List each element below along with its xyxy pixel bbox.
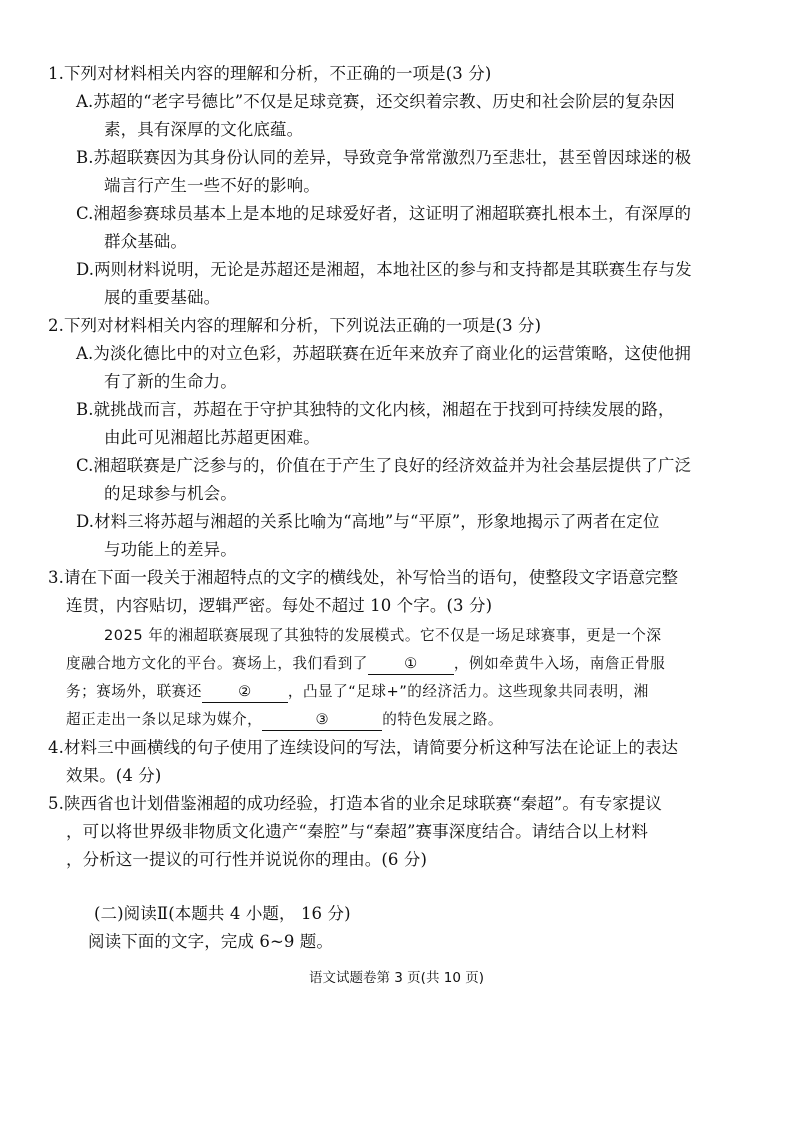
q2-option-d: D.材料三将苏超与湘超的关系比喻为“高地”与“平原”，形象地揭示了两者在定位: [76, 512, 660, 531]
q2-option-c-cont: 的足球参与机会。: [104, 484, 237, 503]
q2-option-c: C.湘超联赛是广泛参与的，价值在于产生了良好的经济效益并为社会基层提供了广泛: [76, 456, 692, 475]
q4-stem: 4.材料三中画横线的句子使用了连续设问的写法，请简要分析这种写法在论证上的表达: [48, 738, 679, 757]
q1-option-b-cont: 端言行产生一些不好的影响。: [104, 176, 320, 195]
q3-stem-cont: 连贯，内容贴切，逻辑严密。每处不超过 10 个字。(3 分): [66, 596, 493, 615]
q1-stem: 1.下列对材料相关内容的理解和分析，不正确的一项是(3 分): [48, 64, 492, 83]
q3-stem: 3.请在下面一段关于湘超特点的文字的横线处，补写恰当的语句，使整段文字语意完整: [48, 568, 679, 587]
section-title: (二)阅读Ⅱ(本题共 4 小题， 16 分): [94, 904, 351, 923]
q2-option-b: B.就挑战而言，苏超在于守护其独特的文化内核，湘超在于找到可持续发展的路，: [76, 400, 675, 419]
q3-p2-text-b: ，例如牵黄牛入场，南詹正骨服: [453, 655, 666, 672]
q1-option-d: D.两则材料说明，无论是苏超还是湘超，本地社区的参与和支持都是其联赛生存与发: [76, 260, 692, 279]
q1-option-a-cont: 素，具有深厚的文化底蕴。: [104, 120, 304, 139]
q1-option-d-cont: 展的重要基础。: [104, 288, 221, 307]
section-instruction: 阅读下面的文字，完成 6~9 题。: [88, 932, 334, 951]
blank-2[interactable]: ②: [202, 682, 288, 703]
q3-paragraph-line4: [66, 708, 503, 732]
q5-stem-cont1: ，可以将世界级非物质文化遗产“秦腔”与“秦超”赛事深度结合。请结合以上材料: [66, 822, 648, 841]
q3-p3-text-a: 务；赛场外，联赛还: [66, 683, 202, 700]
q3-p4-text-b: 的特色发展之路。: [382, 711, 503, 728]
q2-option-a-cont: 有了新的生命力。: [104, 372, 237, 391]
q3-p3-text-b: ，凸显了“足球+”的经济活力。这些现象共同表明，湘: [287, 683, 649, 700]
blank-3[interactable]: ③: [262, 710, 382, 731]
q1-option-c: C.湘超参赛球员基本上是本地的足球爱好者，这证明了湘超联赛扎根本土，有深厚的: [76, 204, 692, 223]
q2-stem: 2.下列对材料相关内容的理解和分析，下列说法正确的一项是(3 分): [48, 316, 542, 335]
q2-option-a: A.为淡化德比中的对立色彩，苏超联赛在近年来放弃了商业化的运营策略，这使他拥: [76, 344, 691, 363]
q5-stem: 5.陕西省也计划借鉴湘超的成功经验，打造本省的业余足球联赛“秦超”。有专家提议: [48, 794, 663, 813]
q2-option-b-cont: 由此可见湘超比苏超更困难。: [104, 428, 320, 447]
q1-option-a: A.苏超的“老字号德比”不仅是足球竞赛，还交织着宗教、历史和社会阶层的复杂因: [76, 92, 675, 111]
blank-1[interactable]: ①: [368, 654, 454, 675]
q3-paragraph-line1: 2025 年的湘超联赛展现了其独特的发展模式。它不仅是一场足球赛事，更是一个深: [104, 627, 662, 644]
q3-p4-text-a: 超正走出一条以足球为媒介，: [66, 711, 263, 728]
q3-paragraph-line3: [66, 680, 649, 704]
q3-p2-text-a: 度融合地方文化的平台。赛场上，我们看到了: [66, 655, 368, 672]
q3-paragraph-line2: [66, 652, 665, 676]
page-footer: 语文试题卷第 3 页(共 10 页): [309, 970, 484, 986]
q5-stem-cont2: ，分析这一提议的可行性并说说你的理由。(6 分): [66, 850, 428, 869]
q1-option-c-cont: 群众基础。: [104, 232, 187, 251]
q1-option-b: B.苏超联赛因为其身份认同的差异，导致竞争常常激烈乃至悲壮，甚至曾因球迷的极: [76, 148, 692, 167]
q4-stem-cont: 效果。(4 分): [66, 766, 162, 785]
q2-option-d-cont: 与功能上的差异。: [104, 540, 237, 559]
